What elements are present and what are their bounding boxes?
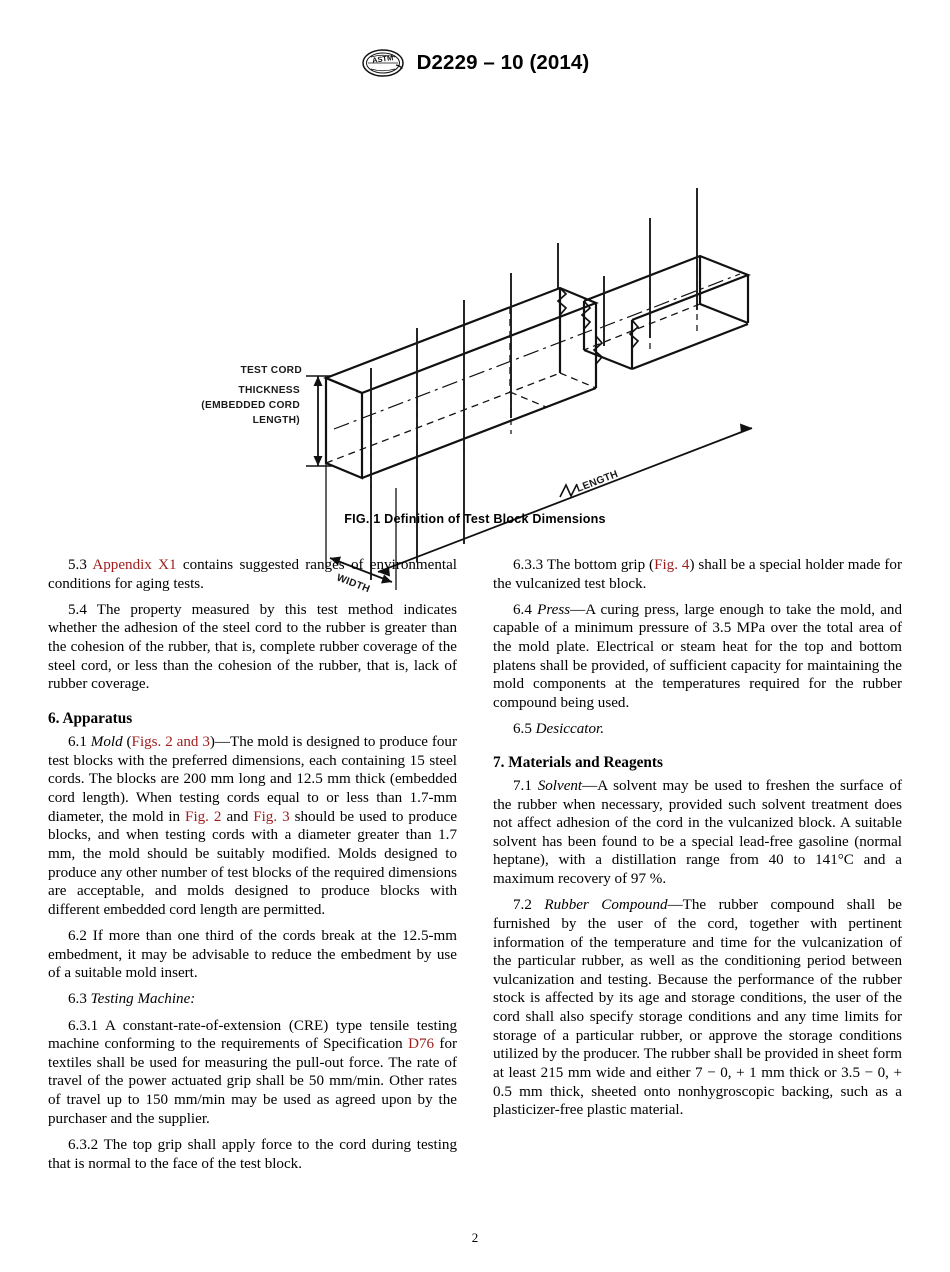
term-desiccator: Desiccator.: [535, 721, 604, 738]
term-mold: Mold: [90, 734, 123, 751]
page-number: 2: [471, 1230, 479, 1245]
paragraph-7-1: 7.1 Solvent—A solvent may be used to freshen the surface of the rubber when necessary, provided such solvent treatment does not affect adhesion of the cord in the vulcanized block. A suitable solvent has been found to be a special lead-free gasoline (normal heptane), with a distillation range from 40 to 141°C and a maximum recovery of 97 %.: [493, 777, 902, 888]
paragraph-6-4: 6.4 Press—A curing press, large enough to take the mold, and capable of a minimum pressure of 3.5 MPa over the total area of the mold plate. Electrical or steam heat for the top and bottom platens shall be provided, of sufficient capacity for maintaining the mold components at the temperatures required for the rubber compound being used.: [493, 601, 902, 711]
heading-6-apparatus: 6. Apparatus: [48, 709, 133, 727]
paragraph-6-2: 6.2 If more than one third of the cords break at the 12.5-mm embedment, it may be advisable to reduce the embedment by use of a suitable mold insert.: [48, 928, 457, 982]
label-thickness-line3: LENGTH): [252, 415, 300, 426]
paragraph-number: 6.1: [68, 734, 91, 751]
label-length: LENGTH: [575, 468, 620, 495]
label-thickness-line1: THICKNESS: [238, 385, 300, 396]
body-columns: [48, 556, 902, 1173]
paragraph-number: 6.3: [68, 991, 91, 1008]
paragraph-6-3-1: 6.3.1 A constant-rate-of-extension (CRE) type tensile testing machine conforming to the requirements of Specification D76 for textiles shall be used for measuring the pull-out force. The rate of travel of the power actuated grip shall be 50 mm/min. Other rates of travel up to 150 mm/min may be used as agreed upon by the purchaser and the supplier.: [48, 1017, 458, 1127]
term-press: Press: [537, 601, 571, 618]
paragraph-number: 6.4: [513, 601, 538, 618]
paragraph-6-1: 6.1 Mold (Figs. 2 and 3)—The mold is designed to produce four test blocks with the preferred dimensions, each containing 15 steel cords. The blocks are 200 mm long and 12.5 mm thick (embedded cord length). When testing cords equal to or less than 1.7-mm diameter, the mold in Fig. 2 and Fig. 3 should be used to produce blocks, and when testing cords with a diameter greater than 1.7 mm, the mold should be suitably modified. Molds designed to produce any other number of test blocks of the required dimensions are acceptable, and molds designed to produce blocks with different embedded cord length are permitted.: [48, 734, 458, 918]
link-figs-2-and-3[interactable]: Figs. 2 and 3: [131, 734, 210, 751]
paragraph-6-3-2: 6.3.2 The top grip shall apply force to the cord during testing that is normal to the face of the test block.: [48, 1136, 457, 1172]
left-column: [48, 556, 457, 1173]
svg-text:ASTM: ASTM: [371, 53, 394, 65]
link-fig-4[interactable]: Fig. 4: [654, 557, 690, 573]
paragraph-number: 5.3: [68, 557, 87, 573]
paragraph-number: 7.2: [513, 897, 545, 914]
heading-7-materials-and-reagents: 7. Materials and Reagents: [493, 753, 663, 771]
paragraph-number: 6.5: [513, 721, 536, 738]
term-rubber-compound: Rubber Compound: [544, 897, 668, 914]
right-column: [493, 556, 902, 1173]
document-designation: D2229 – 10 (2014): [416, 51, 590, 74]
link-appendix-x1[interactable]: Appendix X1: [92, 557, 177, 573]
paragraph-6-3-3: 6.3.3 The bottom grip (Fig. 4) shall be a special holder made for the vulcanized test block.: [493, 557, 902, 592]
link-d76[interactable]: D76: [408, 1036, 435, 1053]
figure-caption: FIG. 1 Definition of Test Block Dimensions: [344, 512, 606, 526]
astm-logo: [361, 48, 405, 78]
term-solvent: Solvent: [537, 777, 583, 794]
label-width: WIDTH: [334, 572, 372, 596]
paragraph-6-3: [48, 990, 457, 1009]
link-fig-2[interactable]: Fig. 2: [185, 808, 222, 825]
link-fig-3[interactable]: Fig. 3: [253, 808, 290, 825]
term-testing-machine: Testing Machine:: [90, 991, 196, 1008]
page-header: [0, 48, 950, 78]
paragraph-5-3: [48, 556, 457, 593]
label-test-cord: TEST CORD: [240, 365, 302, 376]
paragraph-number: 7.1: [513, 777, 538, 794]
paragraph-5-4: 5.4 The property measured by this test method indicates whether the adhesion of the steel cord to the rubber is greater than the cohesion of the rubber, that is, complete rubber coverage of the steel cord, or less than the cohesion of the rubber, that is, lack of rubber coverage.: [48, 601, 457, 693]
label-thickness-line2: (EMBEDDED CORD: [201, 400, 300, 411]
paragraph-6-5: [493, 720, 902, 739]
paragraph-7-2: 7.2 Rubber Compound—The rubber compound shall be furnished by the user of the cord, together with pertinent information of the temperature and time for the vulcanization of the particular rubber, as well as the conditioning period between vulcanization and testing. Because the performance of the rubber stock is affected by its age and storage conditions, the user of the cord shall also specify storage conditions and any time limits for storage of a particular rubber, or approve the storage conditions utilized by the producer. The rubber shall be provided in sheet form at least 215 mm wide and either 7 − 0, + 1 mm thick or 3.5 − 0, + 0.5 mm thick, sheeted onto nonhygroscopic backing, such as a plasticizer-free plastic material.: [493, 897, 902, 1119]
paragraph-text: contains suggested ranges of environmental conditions for aging tests.: [48, 557, 457, 592]
